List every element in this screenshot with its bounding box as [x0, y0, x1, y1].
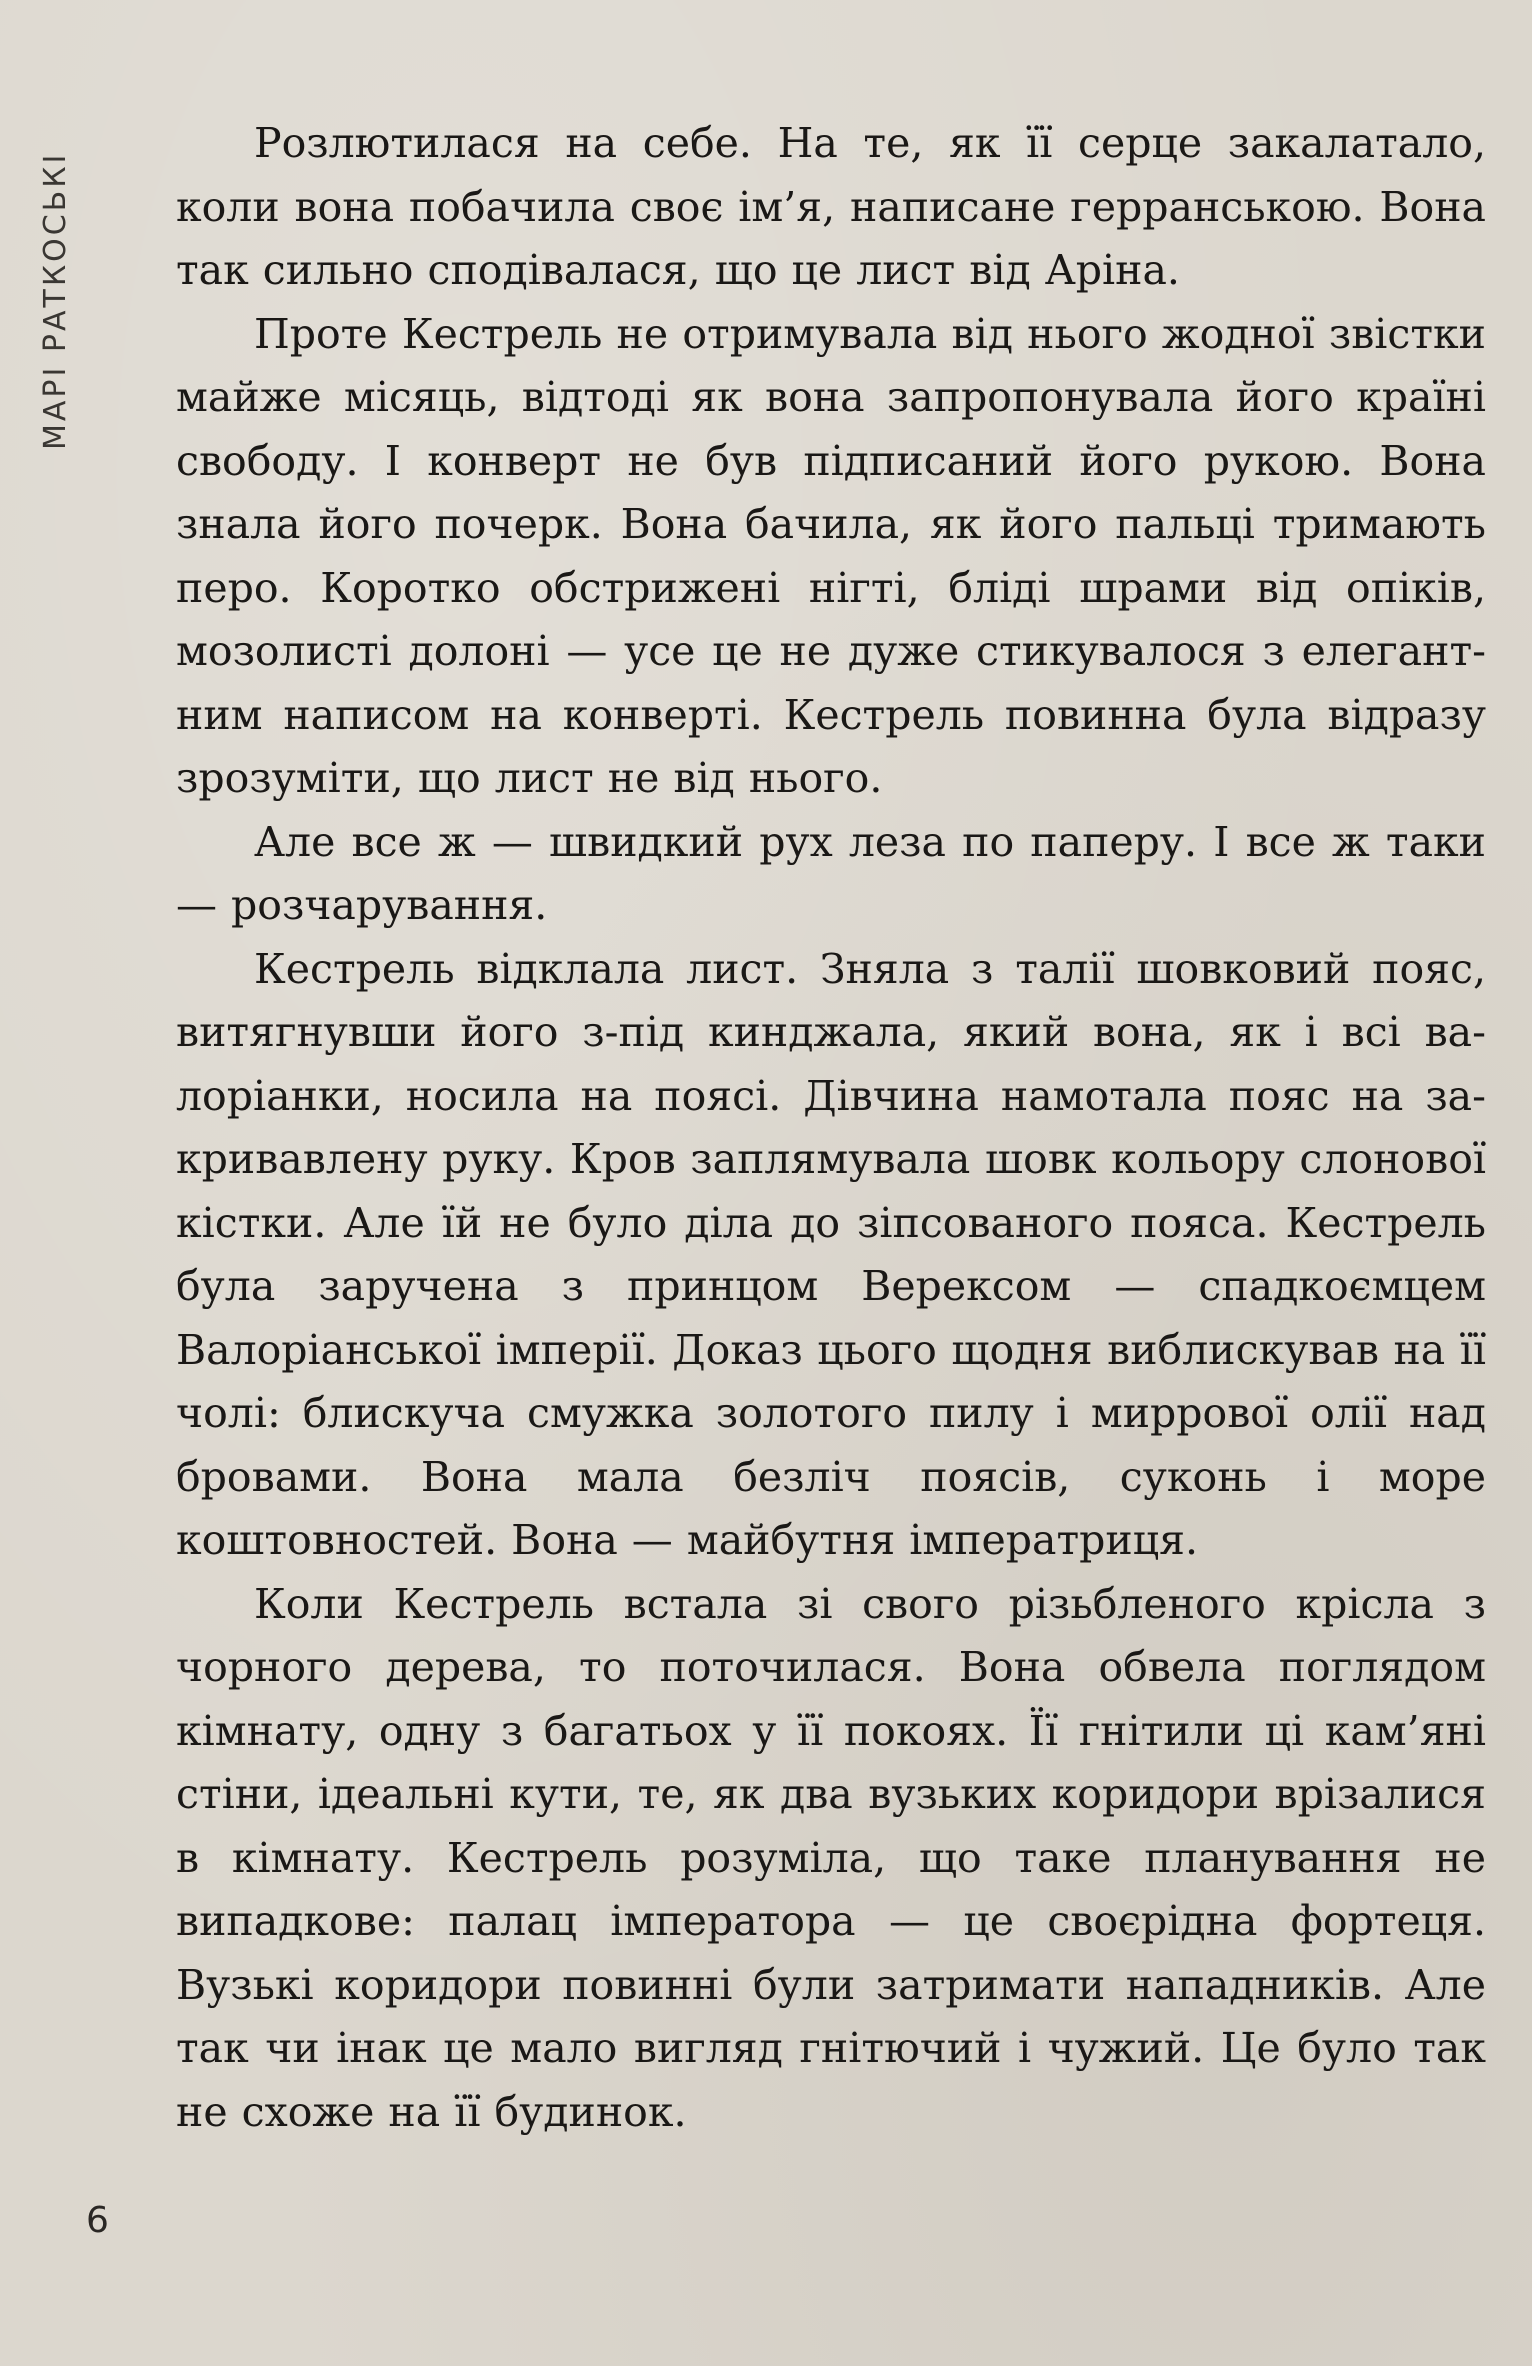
paragraph-2: Проте Кестрель не отримувала від нього жодної звістки майже місяць, відтоді як вона запропонувала його країні свободу. І конверт не був підписаний його рукою. Вона знала його почерк. Вона бачила, як його пальці тримають перо. Коротко обстрижені нігті, бліді шрами від опіків, мозолисті долоні — усе це не дуже стикувалося з елегантним написом на конверті. Кестрель повинна була відразу зрозуміти, що лист не від нього.: [176, 309, 1486, 802]
paragraph-3: Але все ж — швидкий рух леза по паперу. І все ж таки — розчарування.: [176, 817, 1486, 929]
paragraph-4: Кестрель відклала лист. Зняла з талії шовковий пояс, витягнувши його з-під кинджала, який вона, як і всі валоріанки, носила на поясі. Дівчина намотала пояс на закривавлену руку. Кров заплямувала шовк кольору слонової кістки. Але їй не було діла до зіпсованого пояса. Кестрель була заручена з принцом Верексом — спадкоємцем Валоріанської імперії. Доказ цього щодня виблискував на її чолі: блискуча смужка золотого пилу і миррової олії над бровами. Вона мала безліч поясів, суконь і море коштовностей. Вона — майбутня імператриця.: [176, 944, 1486, 1564]
paragraph-5: Коли Кестрель встала зі свого різьбленого крісла з чорного дерева, то поточилася. Вона обвела поглядом кімнату, одну з багатьох у її покоях. Її гнітили ці кам’яні стіни, ідеальні кути, те, як два вузьких коридори врізалися в кімнату. Кестрель розуміла, що таке планування не випадкове: палац імператора — це своєрідна фортеця. Вузькі коридори повинні були затримати нападників. Але так чи інак це мало вигляд гнітючий і чужий. Це було так не схоже на її будинок.: [176, 1579, 1486, 2136]
page-number: 6: [86, 2200, 109, 2241]
paragraph-1: Розлютилася на себе. На те, як її серце закалатало, коли вона побачила своє ім’я, написане герранською. Вона так сильно сподівалася, що це лист від Аріна.: [176, 119, 1486, 294]
body-text: [176, 112, 1486, 2144]
running-head: МАРІ РАТКОСЬКІ: [38, 151, 73, 450]
